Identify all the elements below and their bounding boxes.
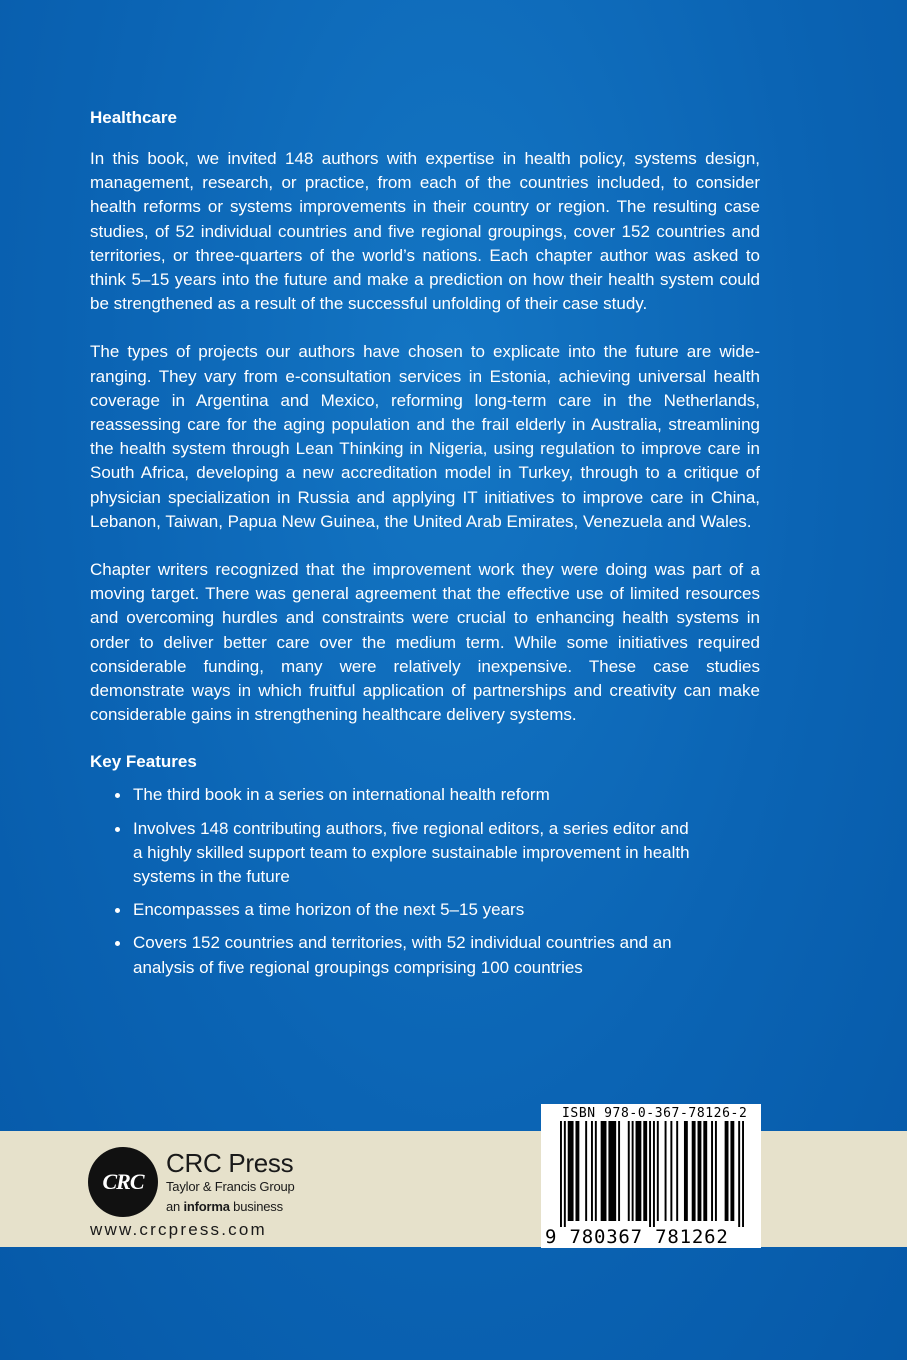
isbn-label: ISBN 978-0-367-78126-2 [562, 1106, 748, 1121]
barcode-bar [608, 1121, 616, 1221]
barcode-bar [725, 1121, 729, 1221]
barcode-bar [591, 1121, 593, 1221]
barcode-bar [649, 1121, 651, 1227]
barcode-bar [575, 1121, 579, 1221]
barcode-bar [601, 1121, 607, 1221]
barcode-bar [632, 1121, 634, 1221]
barcode-bar [665, 1121, 667, 1221]
feature-text: Covers 152 countries and territories, with 52 individual countries and an analysis of five regional groupings comprising 100 countries [133, 933, 672, 977]
informa-suffix: business [229, 1199, 283, 1214]
informa-prefix: an [166, 1199, 184, 1214]
list-item [90, 783, 698, 807]
feature-text: The third book in a series on international health reform [133, 785, 550, 805]
bullet-icon [115, 908, 120, 913]
barcode-bar [657, 1121, 659, 1221]
publisher-website: www.crcpress.com [90, 1220, 267, 1239]
section-heading: Healthcare [90, 108, 177, 127]
barcode-bar [585, 1121, 587, 1221]
barcode-bar [628, 1121, 630, 1221]
barcode-bar [698, 1121, 702, 1221]
barcode-bar [692, 1121, 696, 1221]
barcode-bar [742, 1121, 744, 1227]
barcode-digits: 9 780367 781262 [545, 1226, 729, 1248]
barcode-bar [653, 1121, 655, 1227]
paragraph-projects: The types of projects our authors have chosen to explicate into the future are wide-ranging. They vary from e-consultation services in Estonia, achieving universal health coverage in Argentina and Mexico, reforming long-term care in the Netherlands, reassessing care for the aging population and the frail elderly in Australia, streamlining the health system through Lean Thinking in Nigeria, using regulation to improve care in South Africa, developing a new accreditation model in Turkey, through to a critique of physician specialization in Russia and applying IT initiatives to improve care in China, Lebanon, Taiwan, Papua New Guinea, the United Arab Emirates, Venezuela and Wales. [90, 342, 760, 531]
paragraph-chapter-writers: Chapter writers recognized that the improvement work they were doing was part of a moving target. There was general agreement that the effective use of limited resources and overcoming hurdles and constraints were crucial to enhancing health systems in order to deliver better care over the medium term. While some initiatives required considerable funding, many were relatively inexpensive. These case studies demonstrate ways in which fruitful application of partnerships and creativity can make considerable gains in strengthening healthcare delivery systems. [90, 560, 760, 725]
barcode-icon [560, 1121, 744, 1227]
list-item [90, 898, 698, 922]
key-features-list [90, 783, 760, 979]
barcode-bar [715, 1121, 717, 1221]
back-cover-text [90, 107, 760, 989]
crc-logo-icon [88, 1147, 158, 1217]
bullet-icon [115, 827, 120, 832]
barcode-bar [670, 1121, 672, 1221]
publisher-group: Taylor & Francis Group [166, 1179, 295, 1194]
barcode-bar [636, 1121, 642, 1221]
feature-text: Encompasses a time horizon of the next 5–15 years [133, 900, 525, 920]
barcode-bar [684, 1121, 688, 1221]
list-item [90, 931, 698, 979]
bullet-icon [115, 941, 120, 946]
informa-name: informa [183, 1199, 230, 1214]
barcode-bar [738, 1121, 740, 1227]
barcode-bar [711, 1121, 713, 1221]
barcode-bar [643, 1121, 647, 1221]
bullet-icon [115, 793, 120, 798]
crc-logo-text: CRC [102, 1169, 144, 1194]
barcode-bar [618, 1121, 620, 1221]
paragraph-intro: In this book, we invited 148 authors with expertise in health policy, systems design, management, research, or practice, from each of the countries included, to consider health reforms or systems improvements in their country or region. The resulting case studies, of 52 individual countries and five regional groupings, cover 152 countries and territories, or three-quarters of the world’s nations. Each chapter author was asked to think 5–15 years into the future and make a prediction on how their health system could be strengthened as a result of the successful unfolding of their case study. [90, 149, 760, 314]
barcode-bar [564, 1121, 566, 1227]
list-item [90, 817, 698, 890]
barcode-bar [703, 1121, 707, 1221]
publisher-informa-line [166, 1199, 283, 1214]
barcode-bar [568, 1121, 574, 1221]
barcode-bar [560, 1121, 562, 1227]
feature-text: Involves 148 contributing authors, five regional editors, a series editor and a highly skilled support team to explore sustainable improvement in health systems in the future [133, 818, 690, 887]
barcode-bar [730, 1121, 734, 1221]
publisher-name: CRC Press [166, 1148, 294, 1178]
barcode-bar [595, 1121, 597, 1221]
barcode-bar [676, 1121, 678, 1221]
key-features-title: Key Features [90, 752, 197, 772]
